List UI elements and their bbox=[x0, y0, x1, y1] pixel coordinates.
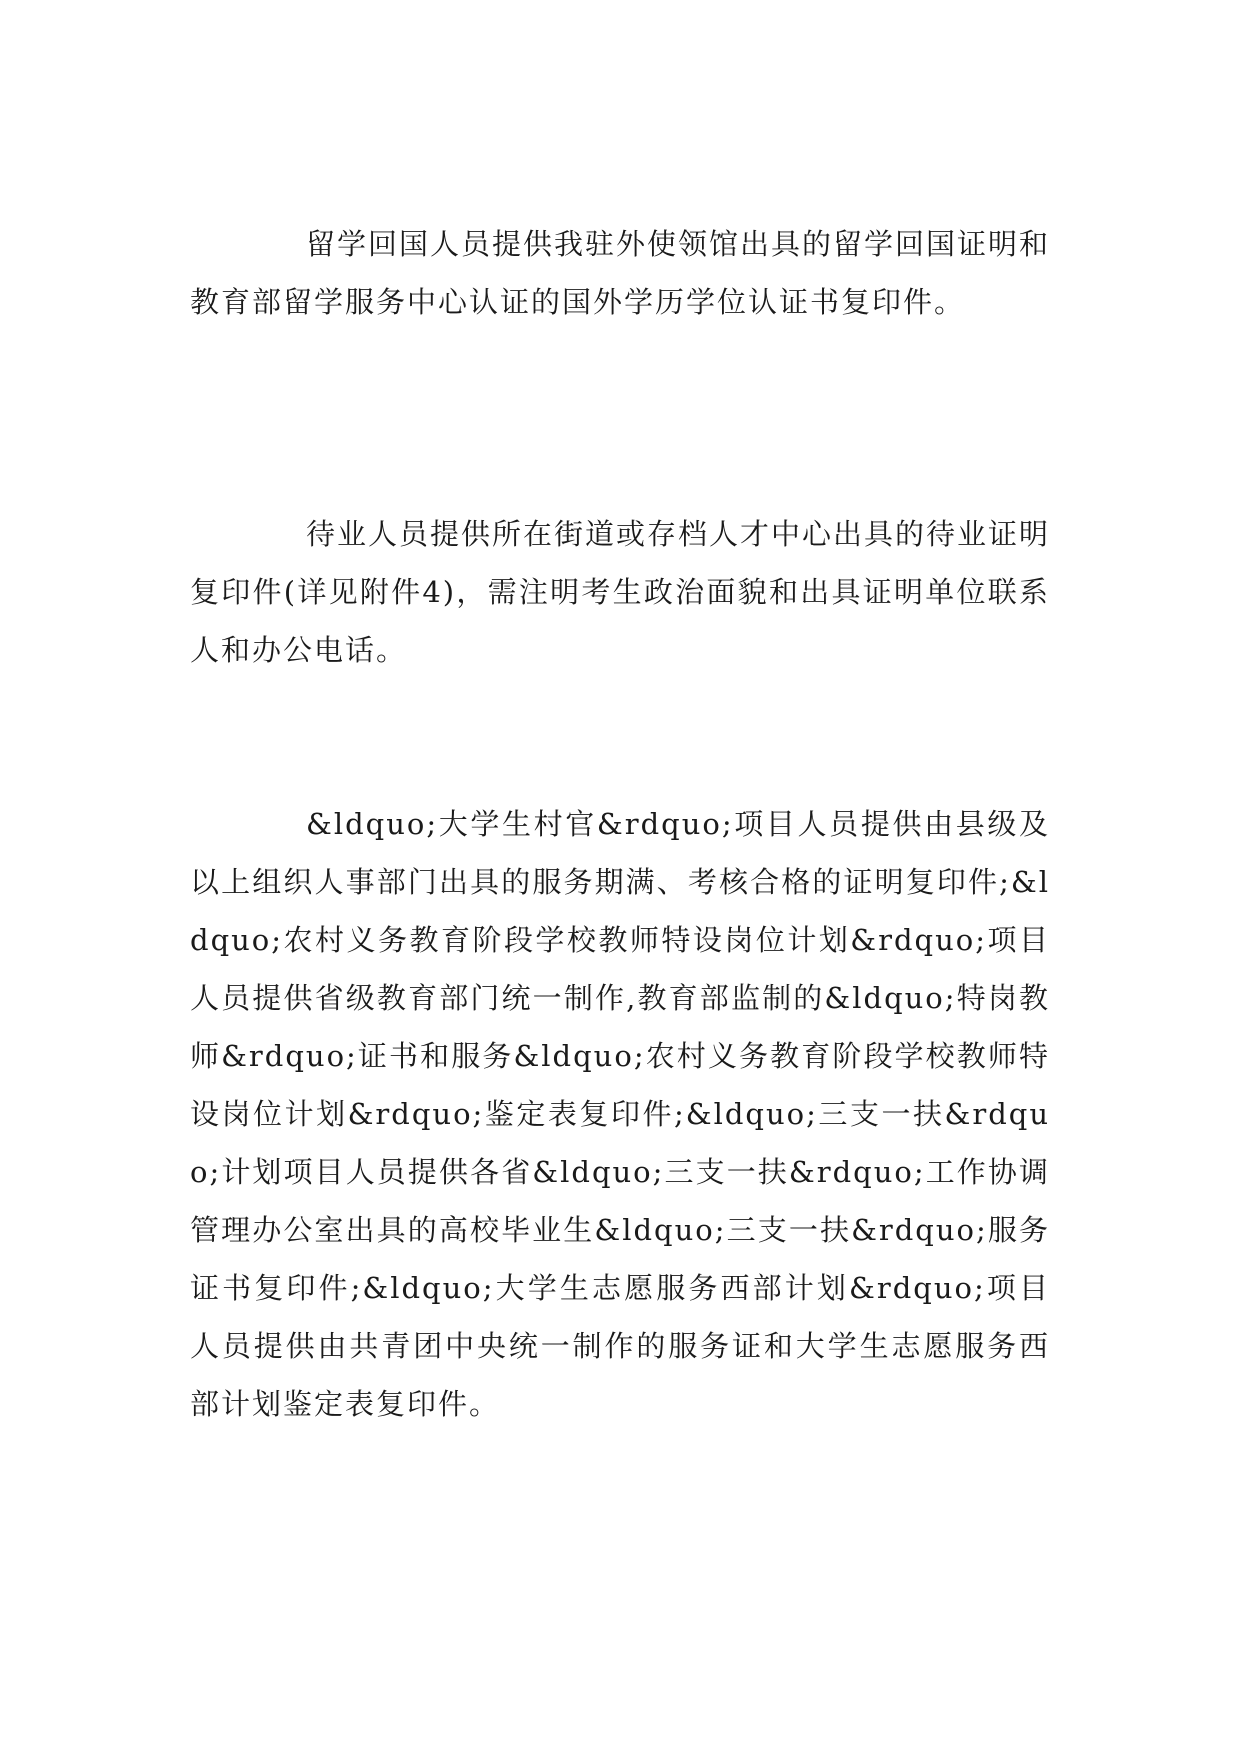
paragraph-unemployed-persons: 待业人员提供所在街道或存档人才中心出具的待业证明复印件(详见附件4)，需注明考生政治面貌和出具证明单位联系人和办公电话。 bbox=[190, 517, 1051, 667]
paragraph-project-personnel: &ldquo;大学生村官&rdquo;项目人员提供由县级及以上组织人事部门出具的服务期满、考核合格的证明复印件;&ldquo;农村义务教育阶段学校教师特设岗位计划&rdquo;项目人员提供省级教育部门统一制作,教育部监制的&ldquo;特岗教师&rdquo;证书和服务&ldquo;农村义务教育阶段学校教师特设岗位计划&rdquo;鉴定表复印件;&ldquo;三支一扶&rdquo;计划项目人员提供各省&ldquo;三支一扶&rdquo;工作协调管理办公室出具的高校毕业生&ldquo;三支一扶&rdquo;服务证书复印件;&ldquo;大学生志愿服务西部计划&rdquo;项目人员提供由共青团中央统一制作的服务证和大学生志愿服务西部计划鉴定表复印件。 bbox=[190, 807, 1050, 1421]
paragraph-returned-overseas-students: 留学回国人员提供我驻外使领馆出具的留学回国证明和教育部留学服务中心认证的国外学历学位认证书复印件。 bbox=[190, 227, 1051, 319]
